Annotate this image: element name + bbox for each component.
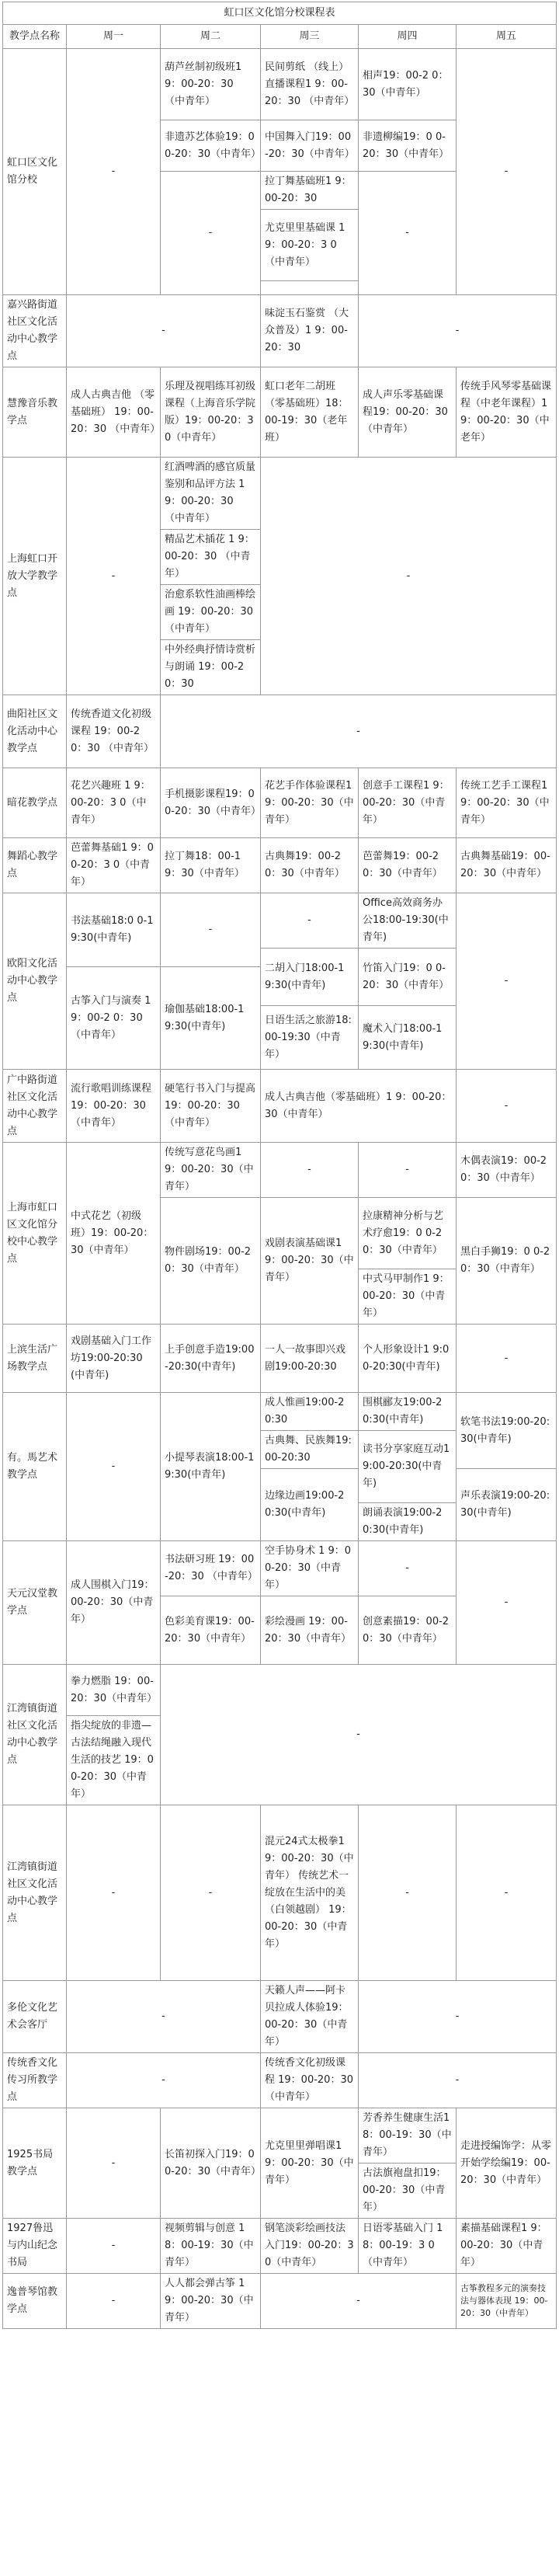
course-cell: 指尖绽放的非遗—古法结绳融入现代生活的技艺 19：00-20：30（中青年）: [67, 1716, 161, 1805]
table-row: [3, 458, 557, 530]
header-thursday: 周四: [359, 25, 457, 49]
course-cell: 尤克里里基础课 19：00-20：3 0（中青年）: [261, 210, 359, 281]
table-row: [3, 893, 557, 949]
table-row: [3, 2053, 557, 2108]
course-cell: 戏剧基础入门工作坊19:00-20:30(中青年): [67, 1325, 161, 1393]
course-cell: 素描基础课程1 9：00-20：30（中青年）: [457, 2219, 557, 2274]
course-cell: 硬笔行书入门与提高19：00-20：30（中青年）: [161, 1070, 261, 1143]
course-cell: 色彩美育课19：00-20：30（中青年）: [161, 1596, 261, 1665]
course-cell: 红酒啤酒的感官质量鉴别和品评方法 19：00-20：30 （中青年）: [161, 458, 261, 530]
table-row: [3, 2108, 557, 2163]
empty-cell: -: [67, 2053, 261, 2108]
location-cell: 上海虹口开放大学教学点: [3, 458, 67, 695]
course-cell: 流行歌唱训练课程 19：00-20：30（中青年）: [67, 1070, 161, 1143]
header-location: 教学点名称: [3, 25, 67, 49]
course-cell: Office高效商务办公18:00-19:30(中青年): [359, 893, 457, 949]
course-cell: 人人都会弹古筝 1 9：00-20：30（中青年）: [161, 2274, 261, 2329]
empty-cell: -: [67, 1981, 261, 2053]
course-cell: 花艺手作体验课程19：00-20：30（中青年）: [261, 768, 359, 838]
empty-cell: -: [457, 1070, 557, 1143]
course-cell: 民间剪纸 （线上）直播课程1 9：00-20：30 （中青年）: [261, 49, 359, 120]
table-title-row: [3, 2, 557, 25]
location-cell: 暗花教学点: [3, 768, 67, 838]
course-cell: 中外经典抒情诗赏析与朗诵 19：00-20：30: [161, 640, 261, 695]
location-cell: 江湾镇街道社区文化活动中心教学点: [3, 1665, 67, 1805]
empty-cell: [261, 281, 359, 295]
empty-cell: -: [161, 1805, 261, 1981]
empty-cell: -: [161, 172, 261, 295]
table-row: [3, 2219, 557, 2274]
course-cell: 传统手风琴零基础课程（中老年课程）1 9：00-20：30（中老年）: [457, 367, 557, 458]
course-cell: 创意手工课程1 9：00-20：30（中青年）: [359, 768, 457, 838]
course-cell: 软笔书法19:00-20:30(中青年): [457, 1393, 557, 1469]
empty-cell: -: [161, 695, 557, 768]
empty-cell: -: [161, 893, 261, 967]
course-cell: 传统工艺手工课程19：00-20：30（中青年）: [457, 768, 557, 838]
course-cell: 小提琴表演18:00-19:30(中青年): [161, 1393, 261, 1541]
location-cell: 曲阳社区文化活动中心教学点: [3, 695, 67, 768]
location-cell: 广中路街道社区文化活动中心教学点: [3, 1070, 67, 1143]
course-cell: 味淀玉石鉴赏 （大众普及）1 9：00-20：30: [261, 295, 359, 367]
course-cell: 葫芦丝制初级班1 9：00-20：30 （中青年）: [161, 49, 261, 120]
course-cell: 边缘边画19:00-20:30(中青年): [261, 1469, 359, 1541]
course-cell: 传统香道文化初级课程 19：00-20：30 （中青年）: [67, 695, 161, 768]
table-row: [3, 1665, 557, 1716]
course-cell: 声乐表演19:00-20:30(中青年): [457, 1469, 557, 1541]
empty-cell: -: [67, 2219, 161, 2274]
course-cell: 传统香文化初级课程 19：00-20：30（中青年）: [261, 2053, 359, 2108]
empty-cell: -: [67, 295, 261, 367]
course-cell: 木偶表演19：00-20：30（中青年）: [457, 1143, 557, 1198]
course-cell: 芭蕾舞19：00-20：30（中青年）: [359, 838, 457, 893]
empty-cell: -: [67, 2108, 161, 2219]
empty-cell: -: [359, 1981, 557, 2053]
course-cell: 拉康精神分析与艺术疗愈19：0 0-20：30（中青年）: [359, 1198, 457, 1269]
empty-cell: -: [67, 1393, 161, 1541]
location-cell: 多伦文化艺术会客厅: [3, 1981, 67, 2053]
course-schedule-table: [2, 2, 557, 2329]
table-row: [3, 695, 557, 768]
table-row: [3, 838, 557, 893]
table-row: [3, 367, 557, 458]
course-cell: 古法旗袍盘扣19：00-20：30（中青年）: [359, 2163, 457, 2219]
course-cell: 成人围棋入门19：00-20：30（中青年）: [67, 1541, 161, 1665]
table-row: [3, 295, 557, 367]
empty-cell: -: [457, 49, 557, 295]
location-cell: 嘉兴路街道社区文化活动中心教学点: [3, 295, 67, 367]
location-cell: 传统香文化传习所教学点: [3, 2053, 67, 2108]
header-wednesday: 周三: [261, 25, 359, 49]
course-cell: 古典舞19：00-20：30（中青年）: [261, 838, 359, 893]
course-cell: 相声19：00-2 0：30（中青年）: [359, 49, 457, 120]
table-title: 虹口区文化馆分校课程表: [3, 2, 557, 25]
table-row: [3, 2274, 557, 2329]
empty-cell: -: [359, 1805, 457, 1981]
course-cell: 个人形象设计1 9:00-20:30(中青年): [359, 1325, 457, 1393]
location-cell: 1927鲁迅与内山纪念书局: [3, 2219, 67, 2274]
course-cell: 黑白手狮19：0 0-20：30（中青年）: [457, 1198, 557, 1325]
course-cell: 日语零基础入门 18：00-19：3 0（中青年）: [359, 2219, 457, 2274]
course-cell: 古典舞基础19：00-20：30（中青年）: [457, 838, 557, 893]
empty-cell: -: [359, 2053, 557, 2108]
empty-cell: -: [261, 2274, 457, 2329]
course-cell: 中式花艺（初级班）19：00-20：30（中青年）: [67, 1143, 161, 1325]
course-cell: 成人惟画19:00-20:30: [261, 1393, 359, 1431]
empty-cell: -: [261, 1143, 359, 1198]
course-cell: 混元24式太极拳19：00-20：30（中青年） 传统艺术一绽放在生活中的美（白领越剧） 19：00-20：30（中青年）: [261, 1805, 359, 1981]
location-cell: 慧豫音乐教学点: [3, 367, 67, 458]
course-cell: 芭蕾舞基础1 9：00-20：3 0（中青年）: [67, 838, 161, 893]
empty-cell: -: [359, 295, 557, 367]
table-row: [3, 1805, 557, 1981]
course-cell: 芳香养生健康生活18：00-19：30（中青年）: [359, 2108, 457, 2163]
course-cell: 古筝入门与演奏 19：00-2 0：30（中青年）: [67, 967, 161, 1070]
course-cell: 传统写意花鸟画1 9：00-20：30（中青年）: [161, 1143, 261, 1198]
course-cell: 物件剧场19：00-20：30（中青年）: [161, 1198, 261, 1325]
course-cell: 中国舞入门19：00-20：30（中青年）: [261, 120, 359, 172]
course-cell: 书法基础18:0 0-19:30(中青年): [67, 893, 161, 967]
course-cell: 拉丁舞18：00-1 9：30（中青年）: [161, 838, 261, 893]
course-cell: 拳力燃脂 19：00-20：30（中青年）: [67, 1665, 161, 1716]
empty-cell: -: [457, 1541, 557, 1665]
course-cell: 朗诵表演19:00-20:30(中青年): [359, 1503, 457, 1541]
table-row: [3, 1325, 557, 1393]
course-cell: 虹口老年二胡班 （零基础班）18：00-19：30（老年班）: [261, 367, 359, 458]
course-cell: 尤克里里弹唱课19：00-20：30（中青年）: [261, 2108, 359, 2219]
table-row: [3, 1143, 557, 1198]
course-cell: 读书分享家庭互动19:00-20:30(中青年): [359, 1431, 457, 1503]
empty-cell: -: [457, 1325, 557, 1393]
empty-cell: -: [261, 893, 359, 949]
location-cell: 上海市虹口区文化馆分校中心教学点: [3, 1143, 67, 1325]
course-cell: 成人声乐零基础课程19：00-20：30（中青年）: [359, 367, 457, 458]
course-cell: 成人古典吉他 （零基础班） 19：00-20：30 （中青年）: [67, 367, 161, 458]
header-tuesday: 周二: [161, 25, 261, 49]
course-cell: 古筝教程多元的演奏技法与器体表现 19：00-20：30（中青年）: [457, 2274, 557, 2329]
course-cell: 视频剪辑与创意 18：00-19：30（中青年）: [161, 2219, 261, 2274]
course-cell: 书法研习班 19：00-20：30 （中青年）: [161, 1541, 261, 1596]
empty-cell: -: [359, 1143, 457, 1198]
course-cell: 非遗苏艺体验19：00-20：30（中青年）: [161, 120, 261, 172]
course-cell: 创意素描19：00-20：30（中青年）: [359, 1596, 457, 1665]
empty-cell: -: [67, 2274, 161, 2329]
empty-cell: -: [359, 1541, 457, 1596]
course-cell: 戏剧表演基础课19：00-20：30（中青年）: [261, 1198, 359, 1325]
course-cell: 二胡入门18:00-19:30(中青年): [261, 949, 359, 1006]
table-row: [3, 1070, 557, 1143]
location-cell: 天元汉堂教学点: [3, 1541, 67, 1665]
header-monday: 周一: [67, 25, 161, 49]
course-cell: 中式马甲制作1 9：00-20：30（中青年）: [359, 1269, 457, 1325]
course-cell: 非遗柳编19：0 0-20：30（中青年）: [359, 120, 457, 172]
header-friday: 周五: [457, 25, 557, 49]
table-row: [3, 1393, 557, 1431]
course-cell: 天籁人声——阿卡贝拉成人体验19：00-20：30（中青年）: [261, 1981, 359, 2053]
location-cell: 虹口区文化馆分校: [3, 49, 67, 295]
course-cell: 一人一故事即兴戏剧19:00-20:30: [261, 1325, 359, 1393]
location-cell: 逸普琴馆教学点: [3, 2274, 67, 2329]
table-row: [3, 768, 557, 838]
location-cell: 上滨生活广场教学点: [3, 1325, 67, 1393]
course-cell: 空手协身术 1 9：00-20：30（中青年）: [261, 1541, 359, 1596]
empty-cell: -: [457, 893, 557, 1070]
table-row: [3, 1541, 557, 1596]
course-cell: 花艺兴趣班 1 9：00-20：3 0（中青年）: [67, 768, 161, 838]
course-cell: 魔术入门18:00-19:30(中青年): [359, 1006, 457, 1070]
empty-cell: -: [67, 1805, 161, 1981]
empty-cell: -: [67, 458, 161, 695]
location-cell: 有。馬艺术教学点: [3, 1393, 67, 1541]
course-cell: 治愈系软性油画棒绘画 19：00-20：30（中青年）: [161, 585, 261, 640]
course-cell: 乐理及视唱练耳初级课程（上海音乐学院版）19：00-20：30（中青年）: [161, 367, 261, 458]
course-cell: 上手创意手造19:00-20:30(中青年): [161, 1325, 261, 1393]
course-cell: 瑜伽基础18:00-1 9:30(中青年): [161, 967, 261, 1070]
empty-cell: -: [359, 172, 457, 295]
course-cell: 彩绘漫画 19：00-20：30（中青年）: [261, 1596, 359, 1665]
course-cell: 围棋郦友19:00-20:30(中青年): [359, 1393, 457, 1431]
course-cell: 精品艺术插花 1 9：00-20：30 （中青年）: [161, 530, 261, 585]
course-cell: 古典舞、民族舞19:00-20:30: [261, 1431, 359, 1469]
course-cell: 手机摄影课程19：00-20：30（中青年）: [161, 768, 261, 838]
empty-cell: -: [67, 49, 161, 295]
table-row: [3, 49, 557, 120]
header-row: [3, 25, 557, 49]
location-cell: 江湾镇街道社区文化活动中心教学点: [3, 1805, 67, 1981]
course-cell: 拉丁舞基础班1 9：00-20：30: [261, 172, 359, 210]
table-row: [3, 1981, 557, 2053]
location-cell: 欧阳文化活动中心教学点: [3, 893, 67, 1070]
location-cell: 舞蹈心教学点: [3, 838, 67, 893]
course-cell: 日语生活之旅游18:00-19:30（中青年）: [261, 1006, 359, 1070]
course-cell: 竹笛入门19：0 0-20：30（中青年）: [359, 949, 457, 1006]
course-cell: 钢笔淡彩绘画技法入门19：00-20：30（中青年）: [261, 2219, 359, 2274]
schedule-body: [3, 49, 557, 2329]
course-cell: 长笛初探入门19：00-20：30（中青年）: [161, 2108, 261, 2219]
course-cell: 成人古典吉他（零基础班）1 9：00-20：30（中青年）: [261, 1070, 457, 1143]
course-cell: 走进授编饰学：从零开始学绘编19：00-20：30（中青年）: [457, 2108, 557, 2219]
empty-cell: -: [161, 1665, 557, 1805]
empty-cell: -: [457, 1805, 557, 1981]
location-cell: 1925书局教学点: [3, 2108, 67, 2219]
empty-cell: -: [261, 458, 557, 695]
